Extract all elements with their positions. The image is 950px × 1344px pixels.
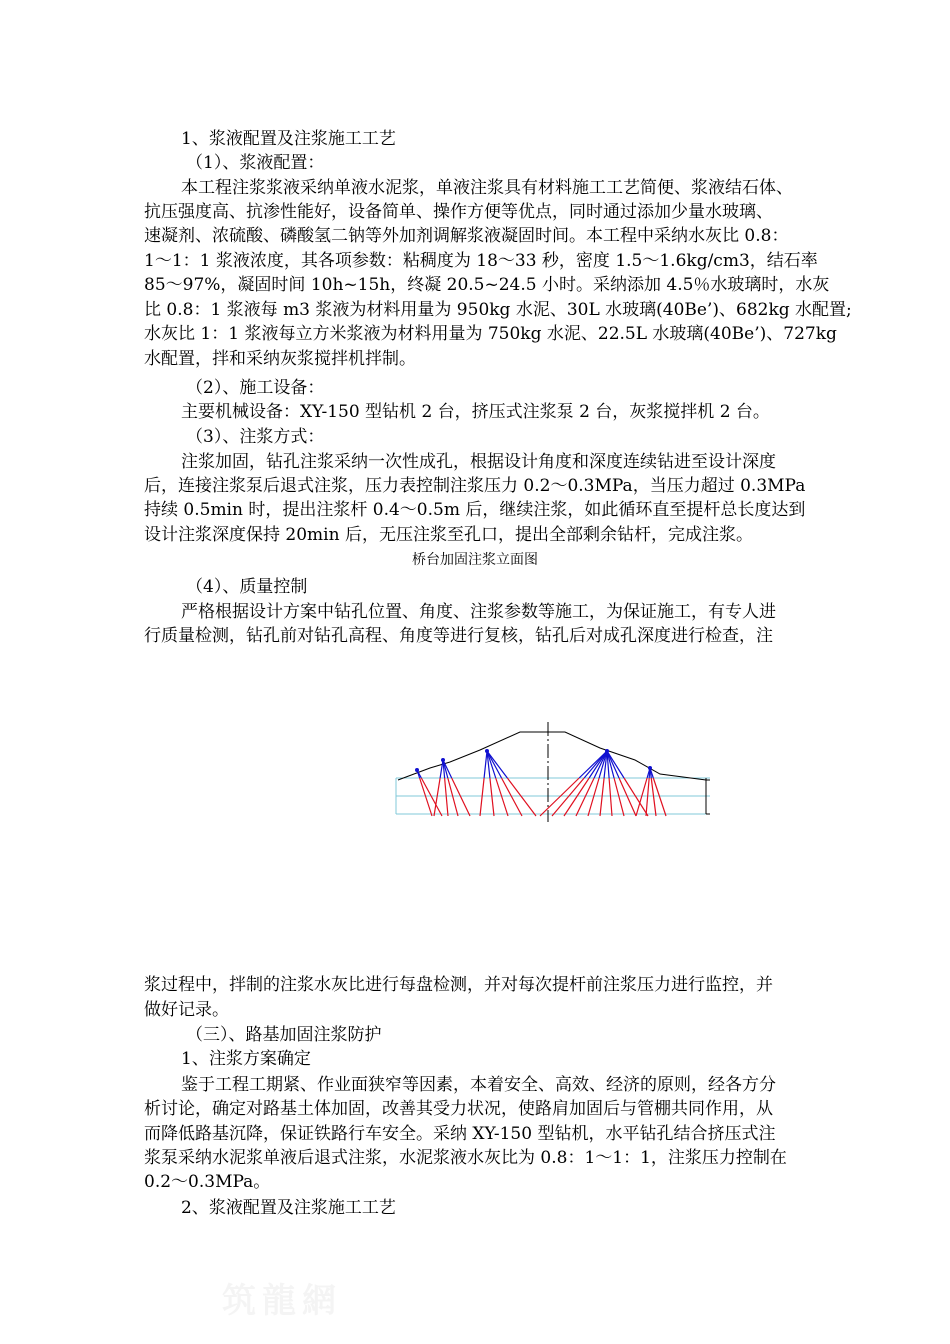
paragraph-line: 后，连接注浆泵后退式注浆，压力表控制注浆压力 0.2～0.3MPa，当压力超过 0.3MPa bbox=[144, 476, 806, 496]
paragraph-line: 0.2～0.3MPa。 bbox=[144, 1172, 271, 1192]
drill-hole-lower bbox=[448, 778, 458, 816]
paragraph-line: 速凝剂、浓硫酸、磷酸氢二钠等外加剂调解浆液凝固时间。本工程中采纳水灰比 0.8： bbox=[144, 226, 789, 246]
paragraph-line: 行质量检测，钻孔前对钻孔高程、角度等进行复核，钻孔后对成孔深度进行检查，注 bbox=[144, 626, 773, 646]
drill-hole-lower bbox=[480, 778, 484, 816]
drill-hole-lower bbox=[540, 778, 579, 816]
paragraph-line: 85～97%，凝固时间 10h~15h，终凝 20.5~24.5 小时。采纳添加 4.5％水玻璃时，水灰 bbox=[144, 275, 830, 295]
paragraph-line: 水灰比 1：1 浆液每立方米浆液为材料用量为 750kg 水泥、22.5L 水玻璃(40Be’)、727kg bbox=[144, 324, 837, 344]
paragraph-line: 浆过程中，拌制的注浆水灰比进行每盘检测，并对每次提杆前注浆压力进行监控，并 bbox=[144, 975, 773, 995]
paragraph-line: 本工程注浆浆液采纳单液水泥浆，单液注浆具有材料施工工艺简便、浆液结石体、 bbox=[181, 178, 793, 198]
grouting-elevation-diagram bbox=[390, 718, 720, 828]
drill-hole-lower bbox=[600, 778, 604, 816]
paragraph-line: 设计注浆深度保持 20min 后，无压注浆至孔口，提出全部剩余钻杆，完成注浆。 bbox=[144, 525, 753, 545]
drill-hole-lower bbox=[496, 778, 508, 816]
paragraph-line: 析讨论，确定对路基土体加固，改善其受力状况，使路肩加固后与管棚共同作用，从 bbox=[144, 1099, 773, 1119]
paragraph-line: 比 0.8：1 浆液每 m3 浆液为材料用量为 950kg 水泥、30L 水玻璃(40Be’)、682kg 水配置; bbox=[144, 300, 852, 320]
drill-hole-lower bbox=[445, 778, 448, 816]
ground-lines bbox=[396, 778, 710, 814]
subsection-title: （4）、质量控制 bbox=[186, 577, 308, 597]
drill-hole-upper bbox=[484, 751, 487, 778]
drill-hole-lower bbox=[452, 778, 470, 816]
drill-origin bbox=[415, 768, 419, 772]
paragraph-line: 严格根据设计方案中钻孔位置、角度、注浆参数等施工，为保证施工，有专人进 bbox=[181, 602, 776, 622]
drill-hole-lower bbox=[588, 778, 599, 816]
drill-holes bbox=[415, 749, 666, 816]
section-heading: 1、浆液配置及注浆施工工艺 bbox=[181, 129, 396, 149]
paragraph-line: 鉴于工程工期紧、作业面狭窄等因素，本着安全、高效、经济的原则，经各方分 bbox=[181, 1075, 776, 1095]
drill-hole-lower bbox=[490, 778, 494, 816]
paragraph-line: 做好记录。 bbox=[144, 1000, 229, 1020]
subsection-title: （3）、注浆方式： bbox=[186, 427, 325, 447]
drill-hole-upper bbox=[440, 760, 443, 778]
drill-origin bbox=[605, 749, 609, 753]
section-heading: （三）、路基加固注浆防护 bbox=[186, 1025, 382, 1045]
paragraph-line: 持续 0.5min 时，提出注浆杆 0.4～0.5m 后，继续注浆，如此循环直至提杆总长度达到 bbox=[144, 500, 806, 520]
paragraph-line: 抗压强度高、抗渗性能好，设备简单、操作方便等优点，同时通过添加少量水玻璃、 bbox=[144, 202, 773, 222]
watermark-logo bbox=[222, 1273, 342, 1322]
subsection-title: 2、浆液配置及注浆施工工艺 bbox=[181, 1198, 396, 1218]
subsection-title: （1）、浆液配置： bbox=[186, 153, 325, 173]
paragraph-line: 1～1：1 浆液浓度，其各项参数：粘稠度为 18～33 秒，密度 1.5～1.6kg/cm3，结石率 bbox=[144, 251, 818, 271]
paragraph-line: 注浆加固，钻孔注浆采纳一次性成孔，根据设计角度和深度连续钻进至设计深度 bbox=[181, 452, 776, 472]
drill-hole-lower bbox=[609, 778, 612, 816]
drill-hole-lower bbox=[614, 778, 624, 816]
paragraph-line: 浆泵采纳水泥浆单液后退式注浆，水泥浆液水灰比为 0.8：1～1：1，注浆压力控制在 bbox=[144, 1148, 787, 1168]
drill-origin bbox=[485, 749, 489, 753]
drill-hole-lower bbox=[420, 778, 432, 816]
paragraph-line: 主要机械设备：XY-150 型钻机 2 台，挤压式注浆泵 2 台，灰浆搅拌机 2 台。 bbox=[181, 402, 770, 422]
subsection-title: 1、注浆方案确定 bbox=[181, 1049, 311, 1069]
drill-origin bbox=[648, 766, 652, 770]
drill-origin bbox=[441, 758, 445, 762]
paragraph-line: 而降低路基沉降，保证铁路行车安全。采纳 XY-150 型钻机，水平钻孔结合挤压式注 bbox=[144, 1124, 776, 1144]
subsection-title: （2）、施工设备： bbox=[186, 378, 325, 398]
drill-hole-lower bbox=[636, 778, 647, 816]
drill-hole-lower bbox=[646, 778, 649, 816]
figure-caption: 桥台加固注浆立面图 bbox=[412, 552, 538, 568]
paragraph-line: 水配置，拌和采纳灰浆搅拌机拌制。 bbox=[144, 349, 416, 369]
